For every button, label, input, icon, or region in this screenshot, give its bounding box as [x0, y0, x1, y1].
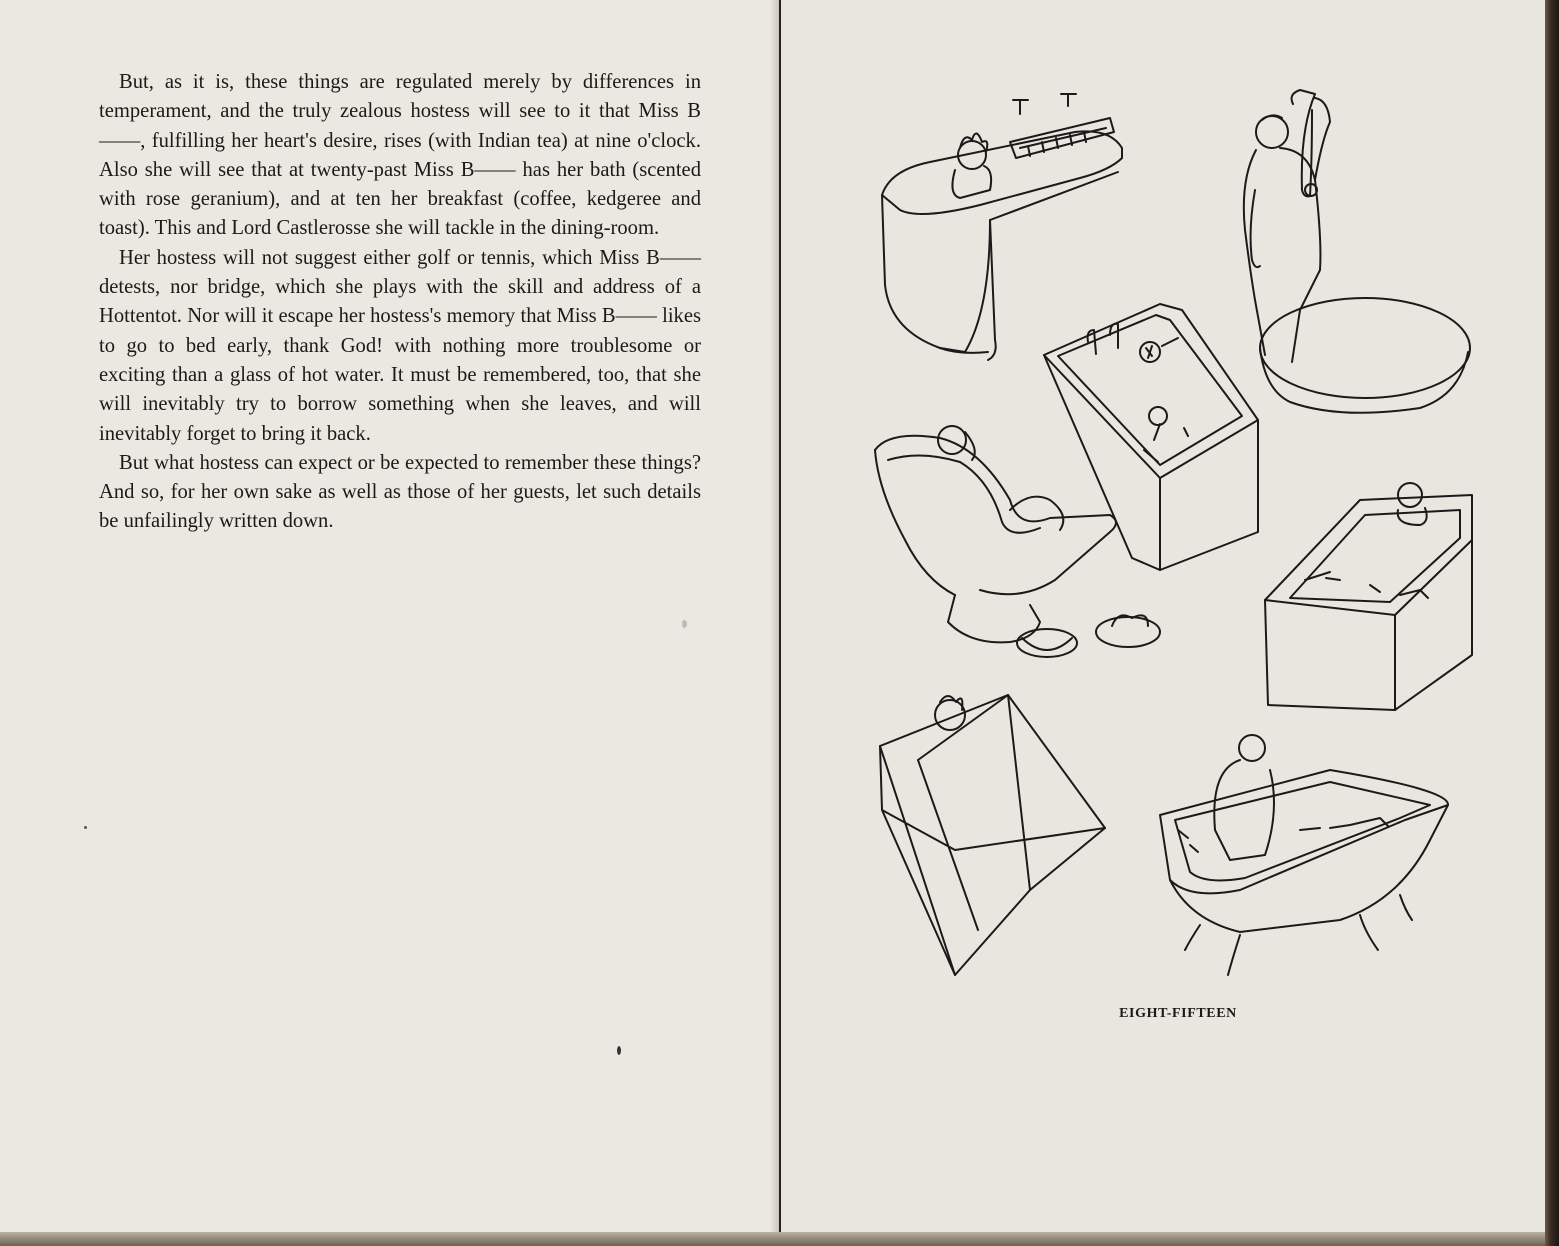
- paper-speck: [617, 1046, 621, 1055]
- paragraph-3: But what hostess can expect or be expected to remember these things? And so, for her own sake as well as those of her guests, let such details be unfailingly written down.: [99, 451, 701, 533]
- book-edge-right: [1545, 0, 1559, 1246]
- bath-cartoon-illustration: [860, 70, 1500, 1000]
- rect-tub-with-feet: [1044, 304, 1258, 570]
- rect-bath-right: [1265, 483, 1472, 710]
- box-bath-top-left: [882, 94, 1122, 360]
- left-page: [0, 0, 779, 1246]
- paragraph-2: Her hostess will not suggest either golf or tennis, which Miss B—— detests, nor bridge, which she plays with the skill and address of a Hottentot. Nor will it escape her hostess's memory that Miss B—— likes to go to bed early, thank God! with nothing more troublesome or exciting than a glass of hot water. It must be remembered, too, that she will inevitably try to borrow something when she leaves, and will inevitably forget to bring it back.: [99, 246, 701, 445]
- clawfoot-tub: [1160, 735, 1448, 975]
- paragraph-1: But, as it is, these things are regulated merely by differences in temperament, and the truly zealous hostess will see to it that Miss B——, fulfilling her heart's desire, rises (with Indian tea) at nine o'clock. Also she will see that at twenty-past Miss B—— has her bath (scented with rose geranium), and at ten her breakfast (coffee, kedgeree and toast). This and Lord Castlerosse she will tackle in the dining-room.: [99, 71, 701, 240]
- body-text: [99, 68, 701, 537]
- paper-speck: [84, 826, 87, 829]
- illustration-caption: EIGHT-FIFTEEN: [1119, 1006, 1237, 1021]
- book-edge-bottom: [0, 1232, 1545, 1246]
- round-basin-bath: [1244, 90, 1470, 413]
- steam-cabinet-bath: [880, 695, 1105, 975]
- paper-speck: [682, 620, 687, 628]
- sitting-bath-chair: [875, 426, 1160, 657]
